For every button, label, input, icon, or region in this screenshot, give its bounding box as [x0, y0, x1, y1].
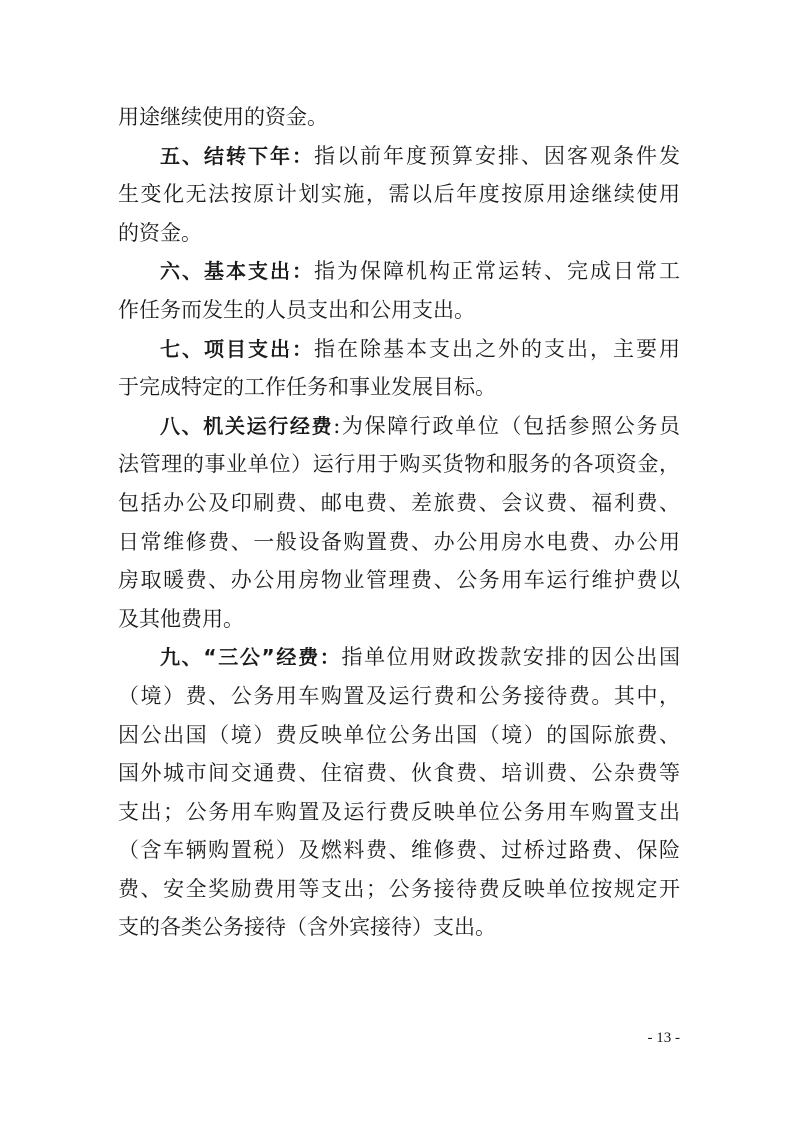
body-text [118, 98, 680, 947]
text-line: 作任务而发生的人员支出和公用支出。 [118, 297, 475, 322]
text-line: 法管理的事业单位）运行用于购买货物和服务的各项资金， [118, 452, 680, 477]
text-line: 国外城市间交通费、住宿费、伙食费、培训费、公杂费等 [118, 761, 680, 786]
text-line: 用途继续使用的资金。 [118, 105, 328, 129]
definition-heading-line: 九、“三公”经费：指单位用财政拨款安排的因公出国 [160, 645, 680, 670]
definition-term: 七、项目支出： [160, 336, 314, 361]
text-line: 房取暖费、办公用房物业管理费、公务用车运行维护费以 [118, 568, 680, 593]
definition-heading-line: 五、结转下年：指以前年度预算安排、因客观条件发 [160, 143, 680, 168]
text-line: 日常维修费、一般设备购置费、办公用房水电费、办公用 [118, 529, 680, 554]
text-line: 的资金。 [118, 220, 202, 245]
text-line: 因公出国（境）费反映单位公务出国（境）的国际旅费、 [118, 722, 680, 747]
text-line: （境）费、公务用车购置及运行费和公务接待费。其中， [118, 683, 680, 708]
text-line: 包括办公及印刷费、邮电费、差旅费、会议费、福利费、 [118, 490, 680, 515]
text-line: （含车辆购置税）及燃料费、维修费、过桥过路费、保险 [118, 838, 680, 863]
text-line: 支出；公务用车购置及运行费反映单位公务用车购置支出 [118, 799, 680, 824]
text-line: 及其他费用。 [118, 606, 244, 631]
text-line: 支的各类公务接待（含外宾接待）支出。 [118, 915, 496, 940]
definition-term: 五、结转下年： [160, 143, 314, 168]
definition-heading-line: 六、基本支出：指为保障机构正常运转、完成日常工 [160, 259, 680, 284]
text-line: 费、安全奖励费用等支出；公务接待费反映单位按规定开 [118, 876, 680, 901]
definition-term: 九、“三公”经费： [160, 645, 342, 670]
definition-heading-line: 八、机关运行经费:为保障行政单位（包括参照公务员 [160, 413, 681, 438]
text-line: 于完成特定的工作任务和事业发展目标。 [118, 375, 496, 400]
definition-term: 六、基本支出： [160, 259, 314, 284]
definition-term: 八、机关运行经费 [160, 413, 334, 438]
page-number: - 13 - [647, 1030, 680, 1046]
definition-heading-line: 七、项目支出：指在除基本支出之外的支出，主要用 [160, 336, 680, 361]
text-line: 生变化无法按原计划实施，需以后年度按原用途继续使用 [118, 182, 680, 207]
